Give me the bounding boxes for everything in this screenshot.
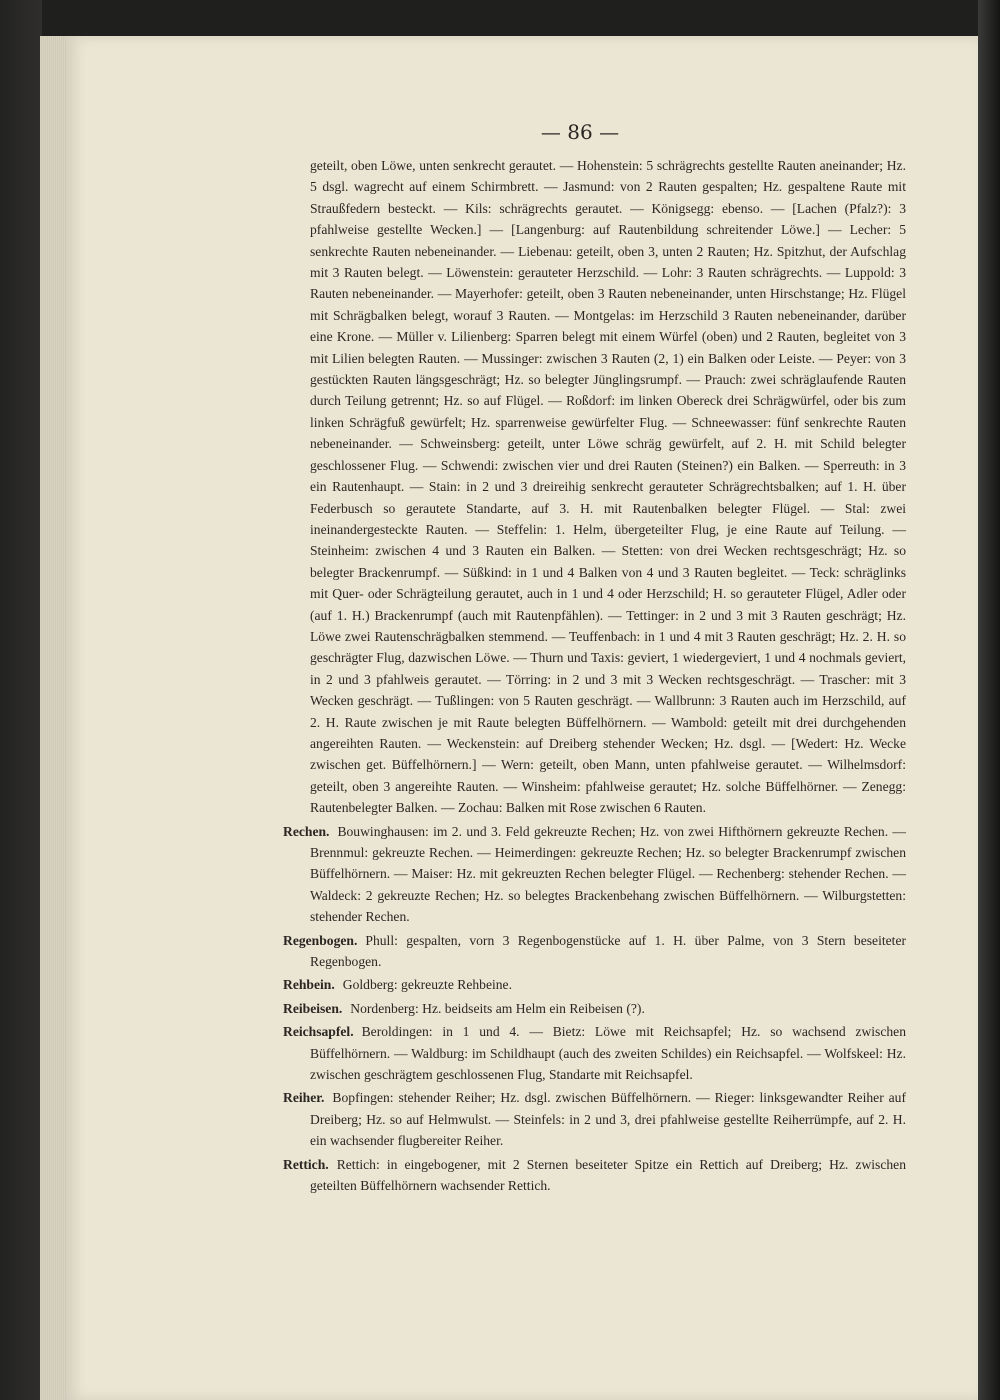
entry-text: Beroldingen: in 1 und 4. — Bietz: Löwe mit Reichsapfel; Hz. so wachsend zwischen Büffelhörnern. — Waldburg: im Schildhaupt (auch des zweiten Schildes) ein Reichsapfel. — Wolfskeel: Hz. zwischen geschrägtem geschlossenen Flug, Standarte mit Reichsapfel. xyxy=(310,1024,906,1083)
entry-regenbogen xyxy=(283,930,906,973)
entry-head: Regenbogen. xyxy=(283,932,358,948)
book-cover-right xyxy=(978,0,1000,1400)
page-number: — 86 — xyxy=(540,120,620,144)
entry-rechen xyxy=(283,821,906,928)
entry-rettich xyxy=(283,1154,906,1197)
entry-text: Rettich: in eingebogener, mit 2 Sternen beseiteter Spitze ein Rettich auf Dreiberg; Hz. zwischen geteilten Büffelhörnern wachsender Rettich. xyxy=(310,1156,906,1194)
entry-text: Nordenberg: Hz. beidseits am Helm ein Reibeisen (?). xyxy=(350,1000,645,1016)
entry-head: Reiher. xyxy=(283,1090,325,1106)
entry-head: Rettich. xyxy=(283,1156,329,1172)
page-content xyxy=(283,155,906,1197)
entry-head: Rehbein. xyxy=(283,977,335,993)
entry-head: Reibeisen. xyxy=(283,1000,343,1016)
entry-head: Reichsapfel. xyxy=(283,1024,354,1040)
entry-text: Goldberg: gekreuzte Rehbeine. xyxy=(342,977,512,993)
entry-reiher xyxy=(283,1087,906,1151)
entry-text: Bopfingen: stehender Reiher; Hz. dsgl. zwischen Büffelhörnern. — Rieger: linksgewandter Reiher auf Dreiberg; Hz. so auf Helmwulst. — Steinfels: in 2 und 3, drei pfahlweise gestellte Reiherrümpfe, auf 2. H. ein wachsender flugbereiter Reiher. xyxy=(310,1090,906,1149)
continuation-paragraph: geteilt, oben Löwe, unten senkrecht gerautet. — Hohenstein: 5 schrägrechts gestellte Rauten aneinander; Hz. 5 dsgl. wagrecht auf einem Schirmbrett. — Jasmund: von 2 Rauten gespalten; Hz. gespaltene Raute mit Straußfedern besteckt. — Kils: schrägrechts gerautet. — Königsegg: ebenso. — [Lachen (Pfalz?): 3 pfahlweise gestellte Wecken.] — [Langenburg: auf Rautenbildung schreitender Löwe.] — Lecher: 5 senkrechte Rauten nebeneinander. — Liebenau: geteilt, oben 3, unten 2 Rauten; Hz. Spitzhut, der Aufschlag mit 3 Rauten belegt. — Löwenstein: gerauteter Herzschild. — Lohr: 3 Rauten schrägrechts. — Luppold: 3 Rauten nebeneinander. — Mayerhofer: geteilt, oben 3 Rauten nebeneinander, unten Hirschstange; Hz. Flügel mit Schrägbalken belegt, worauf 3 Rauten. — Montgelas: im Herzschild 3 Rauten nebeneinander, darüber eine Krone. — Müller v. Lilienberg: Sparren belegt mit einem Würfel (oben) und 2 Rauten, begleitet von 3 mit Lilien belegten Rauten. — Mussinger: zwischen 3 Rauten (2, 1) ein Balken oder Leiste. — Peyer: von 3 gestückten Rauten längsgeschrägt; Hz. so belegter Jünglingsrumpf. — Prauch: zwei schräglaufende Rauten durch Teilung getrennt; Hz. so auf Flügel. — Roßdorf: im linken Obereck drei Schrägwürfel, oder bis zum linken Schrägfuß gewürfelt; Hz. sparrenweise gewürfelter Flug. — Schneewasser: fünf senkrechte Rauten nebeneinander. — Schweinsberg: geteilt, unter Löwe schräg gewürfelt, auf 2. H. mit Schild belegter geschlossener Flug. — Schwendi: zwischen vier und drei Rauten (Steinen?) ein Balken. — Sperreuth: in 3 ein Rautenhaupt. — Stain: in 2 und 3 dreireihig senkrecht gerauteter Schrägrechtsbalken; auf 1. H. über Federbusch so gerautete Standarte, auf 3. H. mit Rautenbalken belegter Flügel. — Stal: zwei ineinandergesteckte Rauten. — Steffelin: 1. Helm, übergeteilter Flug, je eine Raute auf Teilung. — Steinheim: zwischen 4 und 3 Rauten ein Balken. — Stetten: von drei Wecken rechtsgeschrägt; Hz. so belegter Brackenrumpf. — Süßkind: in 1 und 4 Balken von 4 und 3 Rauten begleitet. — Teck: schräglinks mit Quer- oder Schrägteilung gerautet, auch in 1 und 4 oder Herzschild; H. so gerauteter Flügel, Adler oder (auf 1. H.) Brackenrumpf (auch mit Rautenpfählen). — Tettinger: in 2 und 3 mit 3 Rauten geschrägt; Hz. Löwe zwei Rautenschrägbalken stemmend. — Teuffenbach: in 1 und 4 mit 3 Rauten geschrägt; Hz. 2. H. so geschrägter Flug, dazwischen Löwe. — Thurn und Taxis: geviert, 1 wiedergeviert, 1 und 4 nochmals geviert, in 2 und 3 pfahlweis gerautet. — Törring: in 2 und 3 mit 3 Wecken rechtsgeschrägt. — Trascher: mit 3 Wecken geschrägt. — Tußlingen: von 5 Rauten geschrägt. — Wallbrunn: 3 Rauten auch im Herzschild, auf 2. H. Raute zwischen je mit Raute belegten Büffelhörnern. — Wambold: geteilt mit drei durchgehenden angereihten Rauten. — Weckenstein: auf Dreiberg stehender Wecken; Hz. dsgl. — [Wedert: Hz. Wecke zwischen get. Büffelhörnern.] — Wern: geteilt, oben Mann, unten pfahlweise gerautet. — Wilhelmsdorf: geteilt, oben 3 angereihte Rauten. — Winsheim: pfahlweise gerautet; Hz. solche Büffelhörner. — Zenegg: Rautenbelegter Balken. — Zochau: Balken mit Rose zwischen 6 Rauten. xyxy=(310,158,906,816)
entry-reichsapfel xyxy=(283,1021,906,1085)
entry-rehbein xyxy=(283,974,906,995)
entry-head: Rechen. xyxy=(283,823,330,839)
entry-text: Bouwinghausen: im 2. und 3. Feld gekreuzte Rechen; Hz. von zwei Hifthörnern gekreuzte Rechen. — Brennmul: gekreuzte Rechen. — Heimerdingen: gekreuzte Rechen; Hz. so belegter Brackenrumpf zwischen Büffelhörnern. — Maiser: Hz. mit gekreuzten Rechen belegter Flügel. — Rechenberg: stehender Rechen. — Waldeck: 2 gekreuzte Rechen; Hz. so belegtes Brackenbehang zwischen Büffelhörnern. — Wilburgstetten: stehender Rechen. xyxy=(310,823,906,925)
entry-text: Phull: gespalten, vorn 3 Regenbogenstücke auf 1. H. über Palme, von 3 Stern beseiteter Regenbogen. xyxy=(310,932,906,970)
book-cover-left xyxy=(0,0,42,1400)
entry-reibeisen xyxy=(283,998,906,1019)
